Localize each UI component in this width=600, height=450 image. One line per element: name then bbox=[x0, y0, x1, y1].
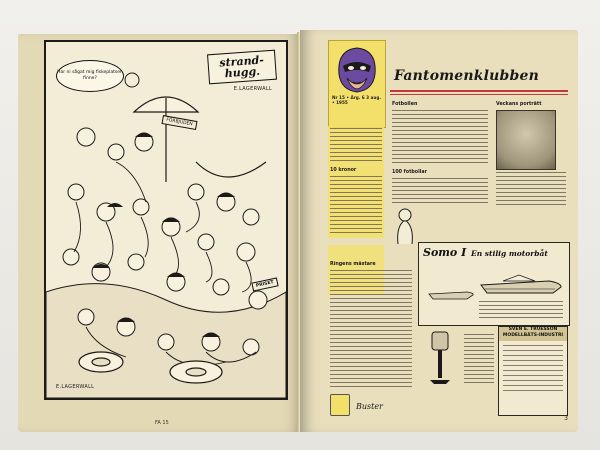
text-yellow-column bbox=[330, 128, 382, 164]
issue-info: Nr 15 • Årg. 6 3 aug. • 1955 bbox=[332, 95, 381, 105]
right-page bbox=[300, 30, 578, 432]
masthead-rule-thin bbox=[390, 94, 568, 95]
order-box-title: SVEN E. TRUESSON MODELLBÅTS-INDUSTRI bbox=[499, 327, 567, 341]
issue-box bbox=[328, 40, 386, 128]
priset-sign: PRISET bbox=[252, 277, 279, 291]
motor-ad-text bbox=[464, 334, 494, 384]
text-column-middle bbox=[392, 110, 488, 166]
ad-title: Somo I bbox=[423, 246, 467, 259]
order-form bbox=[498, 326, 568, 416]
phantom-head-icon bbox=[333, 44, 381, 94]
text-ringens-mastare bbox=[330, 270, 412, 388]
masthead: Fantomenklubben bbox=[394, 68, 539, 84]
text-10-kronor bbox=[330, 176, 382, 234]
speech-bubble: Har ni sågat mig fiskeplatsen finne? bbox=[56, 60, 124, 92]
buster-portrait bbox=[330, 394, 350, 416]
motorboat-ad bbox=[418, 242, 570, 326]
comic-title: strand-hugg. bbox=[207, 50, 277, 85]
buster-signature: Buster bbox=[356, 402, 383, 411]
heading-veckans-portratt: Veckans porträtt bbox=[496, 102, 542, 107]
forbidden-sign: FÖRBJUDEN bbox=[161, 115, 197, 130]
left-page bbox=[18, 34, 300, 432]
outboard-motor-icon bbox=[420, 330, 460, 386]
left-page-number: FA 15 bbox=[155, 420, 169, 426]
artist-signature-bottom: E.LAGERWALL bbox=[56, 384, 95, 390]
right-page-number: 3 bbox=[564, 415, 568, 422]
heading-fotbollen: Fotbollen bbox=[392, 102, 418, 107]
motorboat-icon bbox=[479, 271, 563, 297]
small-boat-icon bbox=[427, 287, 475, 301]
small-figure-illustration bbox=[390, 206, 420, 246]
order-price-list bbox=[503, 345, 563, 395]
magazine-spread bbox=[18, 30, 578, 435]
beach-crowd-illustration bbox=[46, 42, 286, 398]
beach-comic-panel bbox=[44, 40, 288, 400]
heading-ringens-mastare: Ringens mästare bbox=[330, 262, 376, 267]
heading-10-kronor: 10 kronor bbox=[330, 168, 357, 173]
heading-100-fotbollar: 100 fotbollar bbox=[392, 170, 427, 175]
portrait-caption-text bbox=[496, 172, 566, 208]
artist-signature-top: E.LAGERWALL bbox=[233, 86, 272, 92]
ad-subtitle: En stilig motorbåt bbox=[471, 249, 548, 258]
ad-text bbox=[479, 301, 563, 321]
masthead-rule bbox=[390, 90, 568, 92]
weekly-portrait-photo bbox=[496, 110, 556, 170]
text-column-middle-2 bbox=[392, 178, 488, 206]
